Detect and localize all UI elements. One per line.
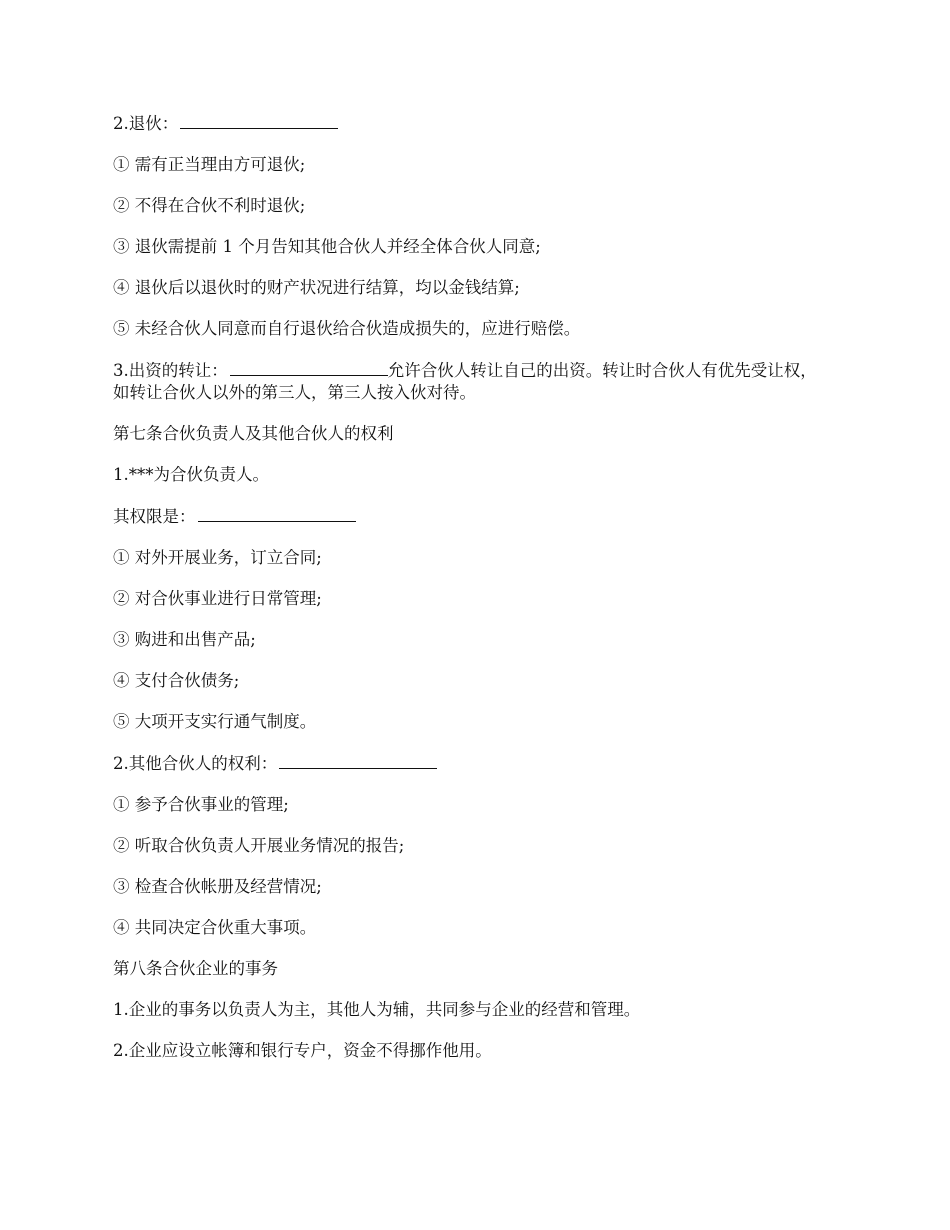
document-page (113, 112, 833, 1081)
paragraph-rights-item-2: ② 听取合伙负责人开展业务情况的报告; (113, 836, 405, 855)
paragraph-partner-leader: 1.***为合伙负责人。 (113, 465, 269, 484)
paragraph-authority-item-2: ② 对合伙事业进行日常管理; (113, 589, 322, 608)
paragraph-text: 3.出资的转让： (113, 361, 228, 380)
paragraph-withdrawal-item-1: ① 需有正当理由方可退伙; (113, 155, 306, 174)
paragraph-after-text: 允许合伙人转让自己的出资。转让时合伙人有优先受让权，如转让合伙人以外的第三人，第三人按入伙对待。 (113, 361, 817, 402)
fill-in-blank (230, 359, 388, 376)
paragraph-capital-transfer (113, 359, 833, 404)
paragraph-rights-item-1: ① 参予合伙事业的管理; (113, 795, 289, 814)
paragraph-authority-item-3: ③ 购进和出售产品; (113, 630, 256, 649)
paragraph-withdrawal-item-3: ③ 退伙需提前 1 个月告知其他合伙人并经全体合伙人同意; (113, 237, 541, 256)
paragraph-text: 其权限是： (113, 507, 196, 526)
article-eight-heading: 第八条合伙企业的事务 (113, 959, 278, 978)
fill-in-blank (180, 112, 338, 129)
fill-in-blank (198, 505, 356, 522)
paragraph-other-rights-heading (113, 752, 833, 775)
paragraph-authority-heading (113, 505, 833, 528)
paragraph-withdrawal-item-2: ② 不得在合伙不利时退伙; (113, 196, 306, 215)
paragraph-authority-item-1: ① 对外开展业务，订立合同; (113, 548, 322, 567)
paragraph-text: 2.其他合伙人的权利： (113, 754, 278, 773)
article-seven-heading: 第七条合伙负责人及其他合伙人的权利 (113, 424, 394, 443)
fill-in-blank (279, 752, 437, 769)
paragraph-withdrawal-heading (113, 112, 833, 135)
paragraph-authority-item-5: ⑤ 大项开支实行通气制度。 (113, 712, 317, 731)
paragraph-authority-item-4: ④ 支付合伙债务; (113, 671, 240, 690)
paragraph-withdrawal-item-4: ④ 退伙后以退伙时的财产状况进行结算，均以金钱结算; (113, 278, 520, 297)
paragraph-affairs-item-2: 2.企业应设立帐簿和银行专户，资金不得挪作他用。 (113, 1041, 492, 1060)
paragraph-affairs-item-1: 1.企业的事务以负责人为主，其他人为辅，共同参与企业的经营和管理。 (113, 1000, 641, 1019)
paragraph-text: 2.退伙： (113, 114, 179, 133)
paragraph-withdrawal-item-5: ⑤ 未经合伙人同意而自行退伙给合伙造成损失的，应进行赔偿。 (113, 319, 581, 338)
paragraph-rights-item-3: ③ 检查合伙帐册及经营情况; (113, 877, 322, 896)
paragraph-rights-item-4: ④ 共同决定合伙重大事项。 (113, 918, 317, 937)
